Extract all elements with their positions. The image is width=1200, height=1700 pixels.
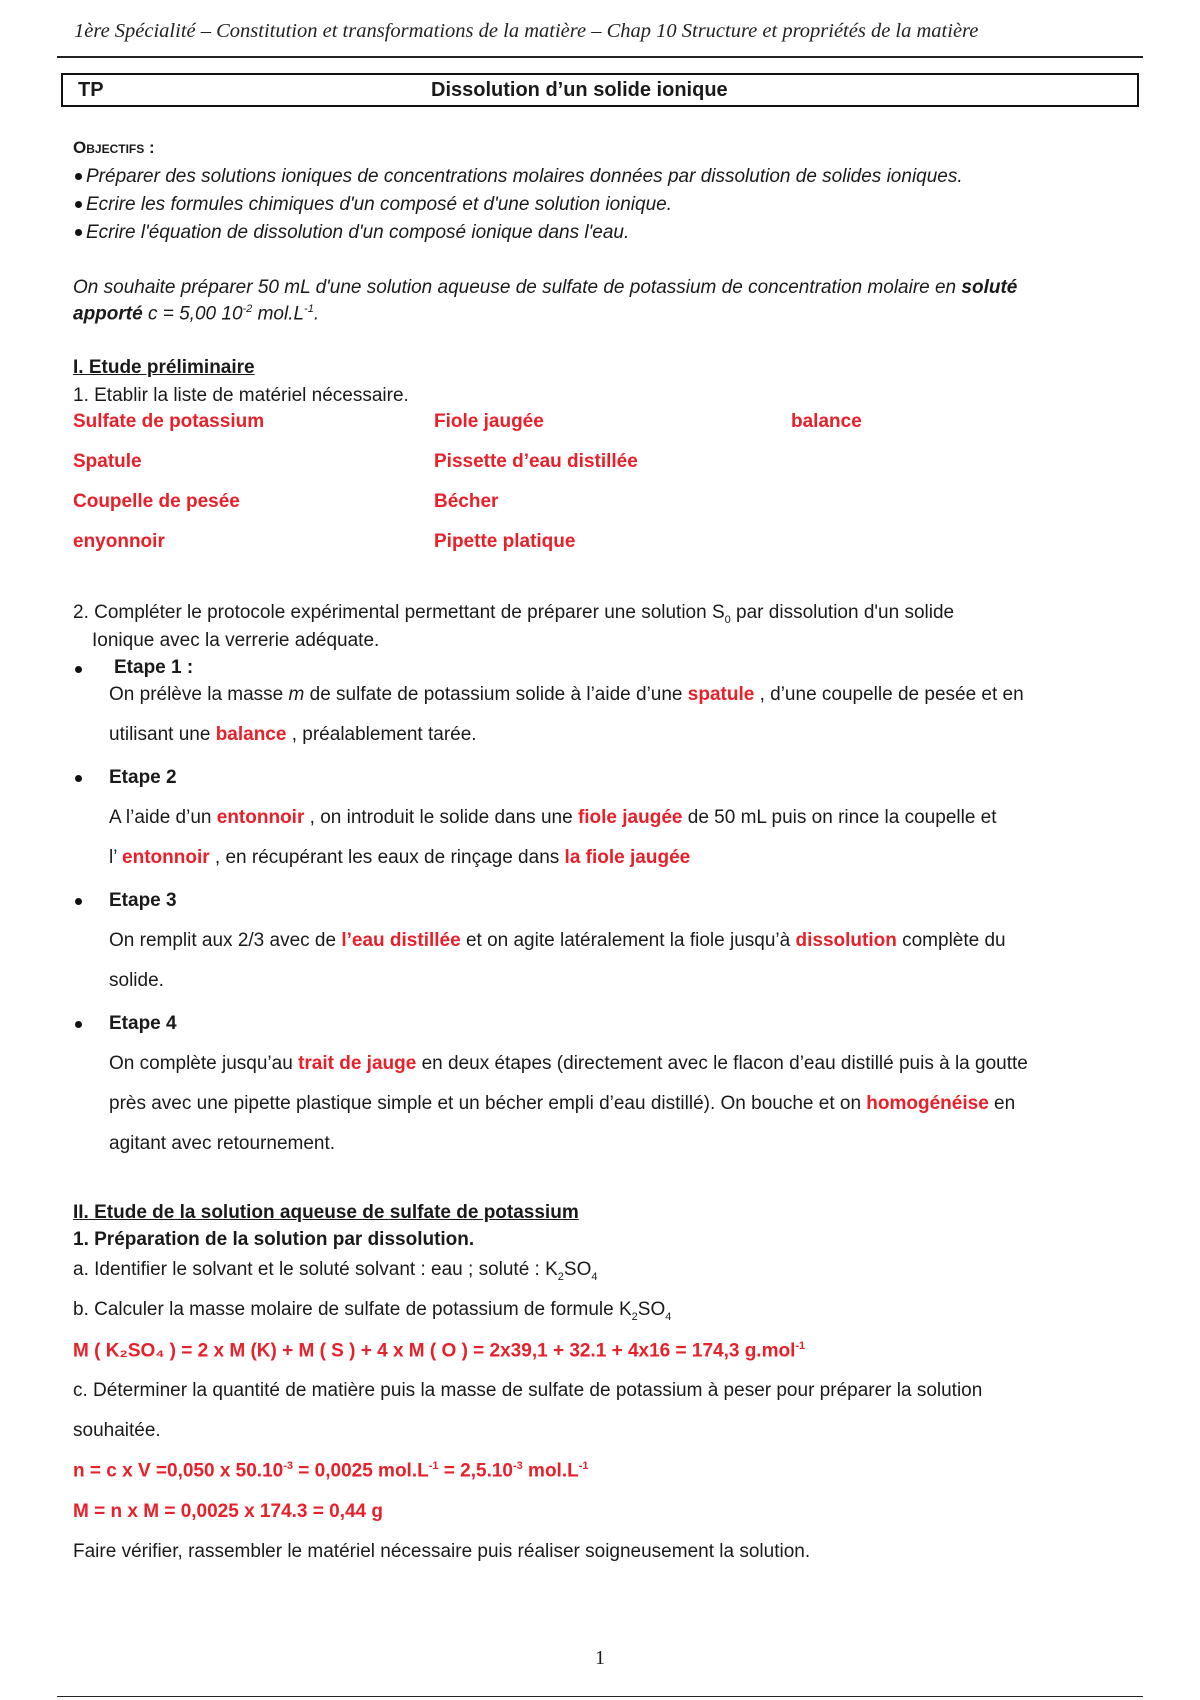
tp-label: TP — [78, 79, 104, 101]
objectif-item: Préparer des solutions ioniques de concentrations molaires données par dissolution de solides ioniques. — [75, 166, 963, 188]
materiel-item: Pissette d’eau distillée — [434, 451, 638, 472]
etape3-title: Etape 3 — [109, 890, 177, 911]
objectif-item: Ecrire les formules chimiques d'un composé et d'une solution ionique. — [75, 194, 672, 216]
bullet-icon — [75, 229, 82, 236]
section1-question1: 1. Etablir la liste de matériel nécessaire. — [73, 385, 409, 406]
materiel-item: Spatule — [73, 451, 142, 472]
section2-title: II. Etude de la solution aqueuse de sulfate de potassium — [73, 1202, 579, 1223]
question-a: a. Identifier le solvant et le soluté solvant : eau ; soluté : $K_2SO_4$ — [73, 1259, 598, 1283]
etape1-line1: On prélève la masse m de sulfate de potassium solide à l’aide d’une spatule , d’une coupelle de pesée et en — [109, 684, 1024, 705]
bullet-icon — [75, 201, 82, 208]
section1-question2: 2. Compléter le protocole expérimental permettant de préparer une solution $S_0$ par dissolution d'un solide — [73, 602, 955, 626]
materiel-item: Pipette platique — [434, 531, 576, 552]
materiel-item: Sulfate de potassium — [73, 411, 265, 432]
objectifs-heading: Objectifs : — [73, 138, 155, 157]
bullet-icon — [75, 173, 82, 180]
bullet-icon — [75, 1021, 82, 1028]
etape2-line1: A l’aide d’un entonnoir , on introduit le solide dans une fiole jaugée de 50 mL puis on rince la coupelle et — [109, 807, 997, 828]
document-header-title: 1ère Spécialité – Constitution et transformations de la matière – Chap 10 Structure et propriétés de la matière — [74, 20, 979, 42]
question-c-line2: souhaitée. — [73, 1420, 161, 1441]
etape2-line2: l’ entonnoir , en récupérant les eaux de rinçage dans la fiole jaugée — [109, 847, 691, 868]
etape1-title: Etape 1 : — [114, 657, 194, 678]
header-rule — [57, 56, 1143, 58]
footer-rule — [57, 1696, 1143, 1697]
intro-line-2: apporté c = 5,00 $10^{-2}$ $mol.L^{-1}$. — [73, 303, 320, 325]
page-number: 1 — [595, 1647, 605, 1669]
answer-c-line2: M = n x M = 0,0025 x 174.3 = 0,44 g — [73, 1501, 383, 1522]
bullet-icon — [75, 775, 82, 782]
materiel-item: balance — [791, 411, 862, 432]
etape1-line2: utilisant une balance , préalablement tarée. — [109, 724, 477, 745]
answer-b: M ( K₂SO₄ ) = 2 x M (K) + M ( S ) + 4 x M ( O ) = 2x39,1 + 32.1 + 4x16 = 174,3 g.mol$^{-1}$ — [73, 1340, 806, 1362]
etape4-line3: agitant avec retournement. — [109, 1133, 336, 1154]
etape4-line2: près avec une pipette plastique simple et un bécher empli d’eau distillé). On bouche et on homogénéise en — [109, 1093, 1016, 1114]
tp-title: Dissolution d’un solide ionique — [431, 79, 728, 101]
section1-title: I. Etude préliminaire — [73, 357, 255, 378]
materiel-item: Coupelle de pesée — [73, 491, 240, 512]
materiel-item: Fiole jaugée — [434, 411, 544, 432]
section1-question2-line2: Ionique avec la verrerie adéquate. — [92, 630, 380, 651]
bullet-icon — [75, 666, 82, 673]
materiel-item: Bécher — [434, 491, 499, 512]
answer-c-line1: n = c x V =0,050 x $50.10^{-3} = 0,0025$ $mol.L^{-1} = 2,5.10^{-3}$ $mol.L^{-1}$ — [73, 1460, 589, 1482]
materiel-item: enyonnoir — [73, 531, 165, 552]
etape3-line1: On remplit aux 2/3 avec de l’eau distillée et on agite latéralement la fiole jusqu’à dissolution complète du — [109, 930, 1006, 951]
intro-line-1: On souhaite préparer 50 mL d'une solution aqueuse de sulfate de potassium de concentration molaire en soluté — [73, 277, 1018, 298]
etape4-title: Etape 4 — [109, 1013, 177, 1034]
question-c-line1: c. Déterminer la quantité de matière puis la masse de sulfate de potassium à peser pour préparer la solution — [73, 1380, 983, 1401]
bullet-icon — [75, 898, 82, 905]
objectif-item: Ecrire l'équation de dissolution d'un composé ionique dans l'eau. — [75, 222, 629, 244]
etape4-line1: On complète jusqu’au trait de jauge en deux étapes (directement avec le flacon d’eau distillé puis à la goutte — [109, 1053, 1028, 1074]
etape3-line2: solide. — [109, 970, 164, 991]
question-b: b. Calculer la masse molaire de sulfate de potassium de formule $K_2SO_4$ — [73, 1299, 672, 1323]
etape2-title: Etape 2 — [109, 767, 177, 788]
section2-subtitle: 1. Préparation de la solution par dissolution. — [73, 1229, 475, 1250]
final-instruction: Faire vérifier, rassembler le matériel nécessaire puis réaliser soigneusement la solution. — [73, 1541, 811, 1562]
